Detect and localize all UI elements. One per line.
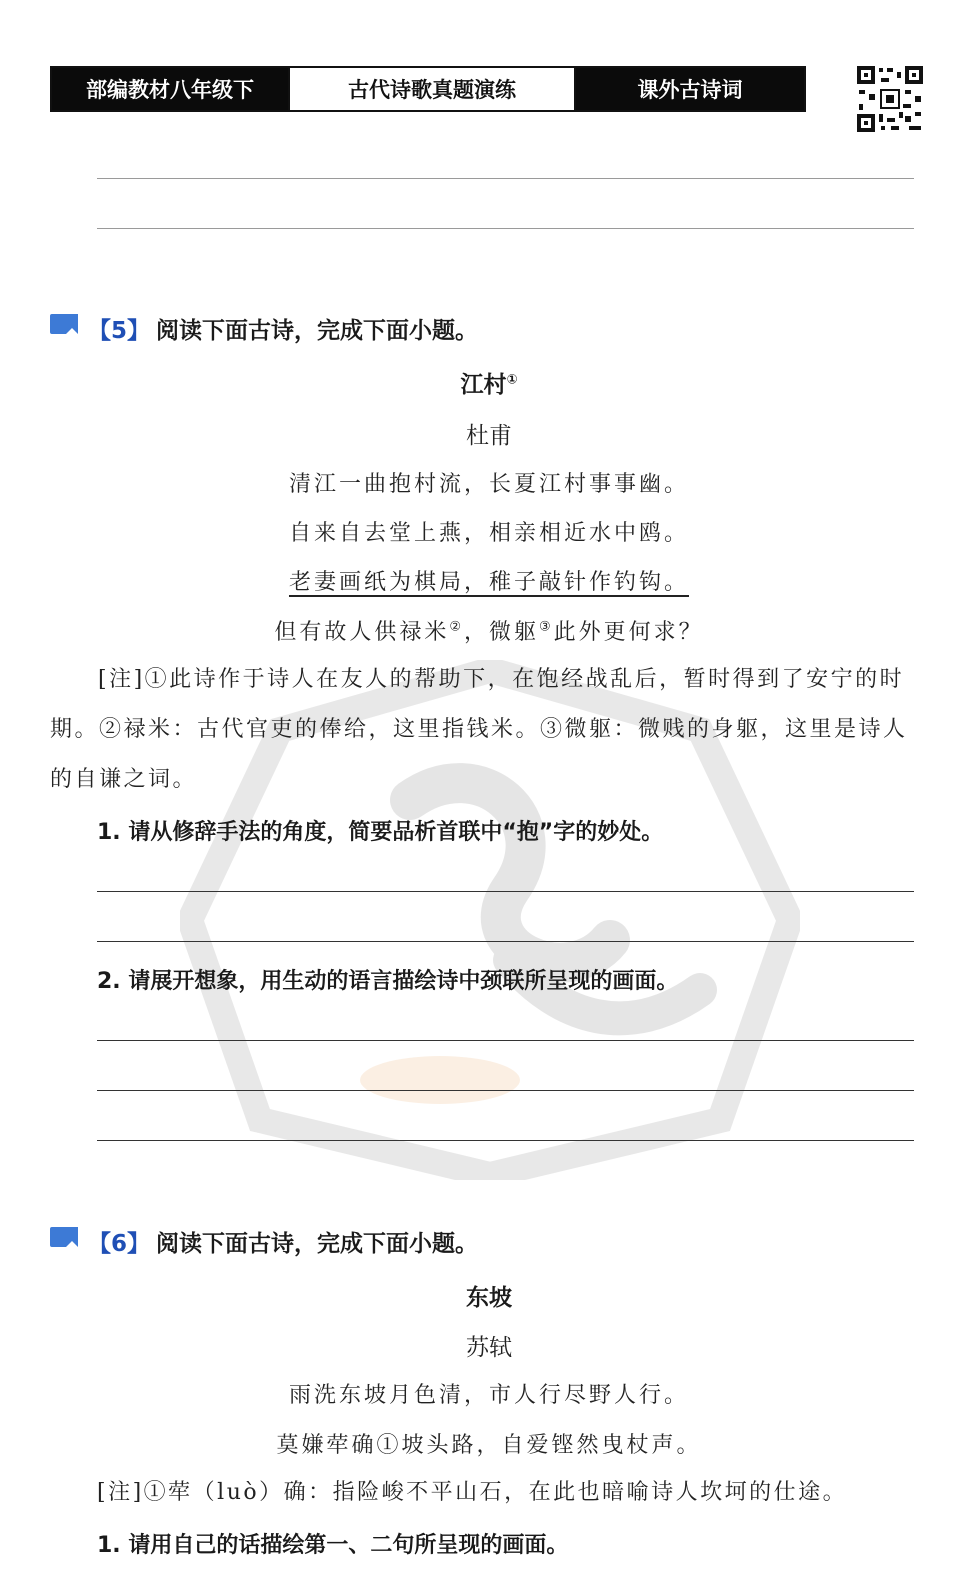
poem-line: 清江一曲抱村流，长夏江村事事幽。 <box>288 472 689 497</box>
answer-line <box>97 891 914 892</box>
answer-line <box>97 1040 914 1041</box>
poem-line: 莫嫌荦确①坡头路，自爱铿然曳杖声。 <box>276 1433 702 1458</box>
question-1: 1. 请从修辞手法的角度，简要品析首联中“抱”字的妙处。 <box>97 820 664 845</box>
poem-line: 但有故人供禄米②，微躯③此外更何求？ <box>274 619 704 645</box>
poem-note: 的自谦之词。 <box>50 767 198 792</box>
question-2: 2. 请展开想象，用生动的语言描绘诗中颈联所呈现的画面。 <box>97 969 679 994</box>
section-6-number: 【6】 <box>88 1231 151 1257</box>
answer-line <box>97 228 914 229</box>
bookmark-flag-icon <box>50 314 80 340</box>
header-category: 课外古诗词 <box>576 68 804 110</box>
section-5-heading <box>50 312 478 345</box>
answer-line <box>97 1090 914 1091</box>
poem-line: 自来自去堂上燕，相亲相近水中鸥。 <box>288 521 689 546</box>
section-5-number: 【5】 <box>88 318 151 344</box>
poem-line-underlined: 老妻画纸为棋局，稚子敲针作钓钩。 <box>288 570 689 595</box>
poem-note: [注]①荦（luò）确：指险峻不平山石，在此也暗喻诗人坎坷的仕途。 <box>97 1480 848 1505</box>
poem-title: 东坡 <box>466 1285 512 1311</box>
bookmark-flag-icon <box>50 1227 80 1253</box>
section-6-heading <box>50 1225 478 1258</box>
poem-note: [注]①此诗作于诗人在友人的帮助下，在饱经战乱后，暂时得到了安宁的时 <box>98 667 905 692</box>
poem-note: 期。②禄米：古代官吏的俸给，这里指钱米。③微躯：微贱的身躯，这里是诗人 <box>50 717 908 742</box>
answer-line <box>97 941 914 942</box>
poem-title: 江村① <box>460 372 518 398</box>
answer-line <box>97 178 914 179</box>
section-6-instruction: 阅读下面古诗，完成下面小题。 <box>156 1231 479 1257</box>
header-grade: 部编教材八年级下 <box>52 68 288 110</box>
header-topic: 古代诗歌真题演练 <box>288 68 576 110</box>
section-5-instruction: 阅读下面古诗，完成下面小题。 <box>156 318 479 344</box>
answer-line <box>97 1140 914 1141</box>
poem-line: 雨洗东坡月色清，市人行尽野人行。 <box>288 1383 689 1408</box>
poem-author: 杜甫 <box>466 423 512 449</box>
poem-author: 苏轼 <box>466 1335 512 1361</box>
qr-code-icon <box>855 64 925 134</box>
question-1: 1. 请用自己的话描绘第一、二句所呈现的画面。 <box>97 1533 569 1558</box>
header-bar <box>50 66 806 112</box>
